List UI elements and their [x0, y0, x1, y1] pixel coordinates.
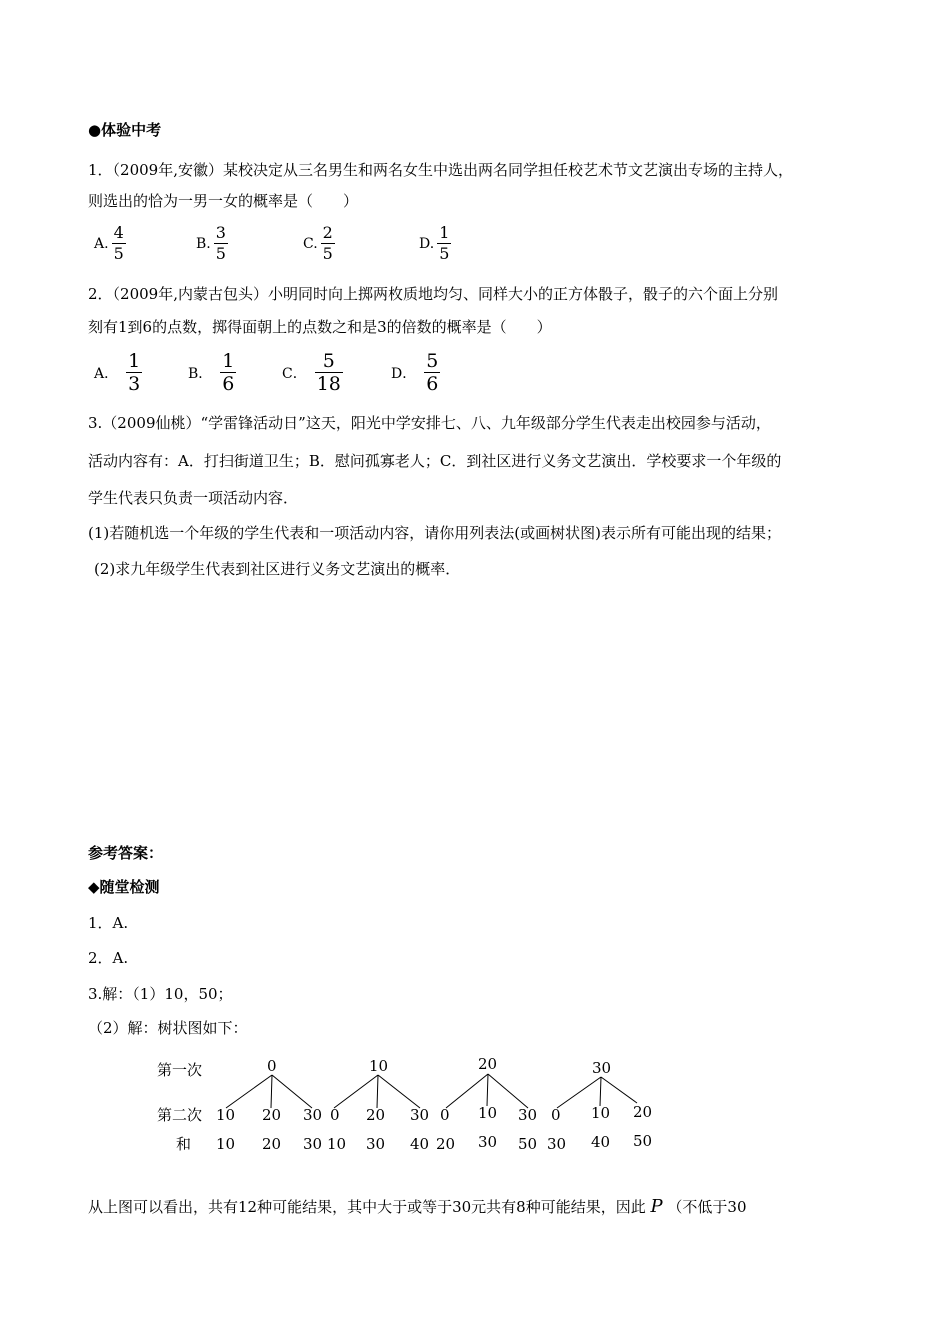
answers-header: 参考答案：	[88, 844, 164, 862]
tree-node-sum: 40	[410, 1135, 430, 1153]
q1-option-a	[94, 224, 126, 263]
tree-node-second: 0	[440, 1106, 450, 1124]
answers-subheader: ◆随堂检测	[88, 878, 160, 896]
fraction: $\frac{1}{3}$	[128, 350, 141, 395]
tree-node-first: 20	[478, 1055, 498, 1073]
tree-node-second: 20	[262, 1106, 282, 1124]
q2-text-line1: 2．（2009年,内蒙古包头）小明同时向上掷两枚质地均匀、同样大小的正方体骰子，骰子的六个面上分别	[88, 285, 778, 303]
row-label-first: 第一次	[157, 1061, 203, 1079]
q1-option-c	[303, 224, 335, 263]
q2-option-a	[94, 351, 142, 394]
fraction: $\frac{4}{5}$	[113, 223, 124, 263]
q2-option-b	[188, 351, 236, 394]
fraction: $\frac{2}{5}$	[322, 223, 333, 263]
tree-node-second: 30	[303, 1106, 323, 1124]
q3-text-line4: (1)若随机选一个年级的学生代表和一项活动内容，请你用列表法(或画树状图)表示所有可能出现的结果；	[88, 524, 781, 542]
conclusion-main: 从上图可以看出，共有12种可能结果，其中大于或等于30元共有8种可能结果，因此	[88, 1198, 646, 1216]
conclusion-text	[88, 1197, 747, 1217]
answer-2: 2．A.	[88, 949, 129, 967]
option-label: D．	[391, 365, 417, 382]
q2-text-line2: 刻有1到6的点数，掷得面朝上的点数之和是3的倍数的概率是（ ）	[88, 318, 552, 336]
row-label-sum: 和	[176, 1135, 192, 1153]
tree-node-sum: 20	[262, 1135, 282, 1153]
option-label: D.	[419, 235, 435, 252]
tree-node-sum: 30	[303, 1135, 323, 1153]
fraction: $\frac{5}{6}$	[426, 350, 439, 395]
tree-node-sum: 30	[478, 1133, 498, 1151]
tree-node-second: 0	[330, 1106, 340, 1124]
tree-node-sum: 30	[366, 1135, 386, 1153]
fraction: $\frac{3}{5}$	[215, 223, 226, 263]
fraction: $\frac{1}{5}$	[439, 223, 450, 263]
tree-node-sum: 30	[547, 1135, 567, 1153]
q3-text-line3: 学生代表只负责一项活动内容．	[88, 489, 299, 507]
conclusion-tail: （不低于30	[667, 1198, 747, 1216]
tree-node-second: 30	[518, 1106, 538, 1124]
option-label: C．	[282, 365, 307, 382]
answer-3-part2: （2）解：树状图如下：	[88, 1019, 248, 1037]
tree-node-second: 10	[591, 1104, 611, 1122]
tree-node-second: 30	[410, 1106, 430, 1124]
tree-node-sum: 50	[518, 1135, 538, 1153]
tree-node-sum: 20	[436, 1135, 456, 1153]
option-label: C.	[303, 235, 318, 252]
option-label: A.	[94, 235, 109, 252]
section-header: ●体验中考	[88, 121, 162, 139]
tree-node-first: 30	[592, 1059, 612, 1077]
option-label: B．	[188, 365, 213, 382]
tree-node-second: 20	[633, 1103, 653, 1121]
row-label-second: 第二次	[157, 1106, 203, 1124]
q3-text-line1: 3.（2009仙桃）“学雷锋活动日”这天，阳光中学安排七、八、九年级部分学生代表走出校园参与活动，	[88, 414, 771, 432]
tree-node-second: 10	[216, 1106, 236, 1124]
q3-text-line2: 活动内容有：A．打扫街道卫生；B．慰问孤寡老人；C．到社区进行义务文艺演出．学校要求一个年级的	[88, 452, 782, 470]
tree-node-sum: 10	[327, 1135, 347, 1153]
answer-1: 1．A.	[88, 914, 129, 932]
tree-node-second: 20	[366, 1106, 386, 1124]
tree-node-sum: 50	[633, 1132, 653, 1150]
option-label: A．	[94, 365, 119, 382]
q1-option-b	[196, 224, 228, 263]
q1-text-line2: 则选出的恰为一男一女的概率是（ ）	[88, 192, 359, 210]
tree-diagram	[0, 1050, 950, 1170]
tree-node-first: 0	[267, 1057, 277, 1075]
answer-3: 3.解：（1）10，50；	[88, 985, 233, 1003]
q1-text-line1: 1．（2009年,安徽）某校决定从三名男生和两名女生中选出两名同学担任校艺术节文艺演出专场的主持人，	[88, 161, 793, 179]
tree-node-first: 10	[369, 1057, 389, 1075]
probability-variable: P	[650, 1196, 663, 1217]
tree-node-sum: 40	[591, 1133, 611, 1151]
q3-text-line5: (2)求九年级学生代表到社区进行义务文艺演出的概率．	[94, 560, 461, 578]
tree-node-sum: 10	[216, 1135, 236, 1153]
q2-option-d	[391, 351, 440, 394]
fraction: $\frac{5}{18}$	[316, 350, 341, 395]
tree-node-second: 10	[478, 1104, 498, 1122]
option-label: B.	[196, 235, 211, 252]
q1-option-d	[419, 224, 451, 263]
q2-option-c	[282, 351, 343, 394]
tree-node-second: 0	[551, 1106, 561, 1124]
fraction: $\frac{1}{6}$	[222, 350, 235, 395]
